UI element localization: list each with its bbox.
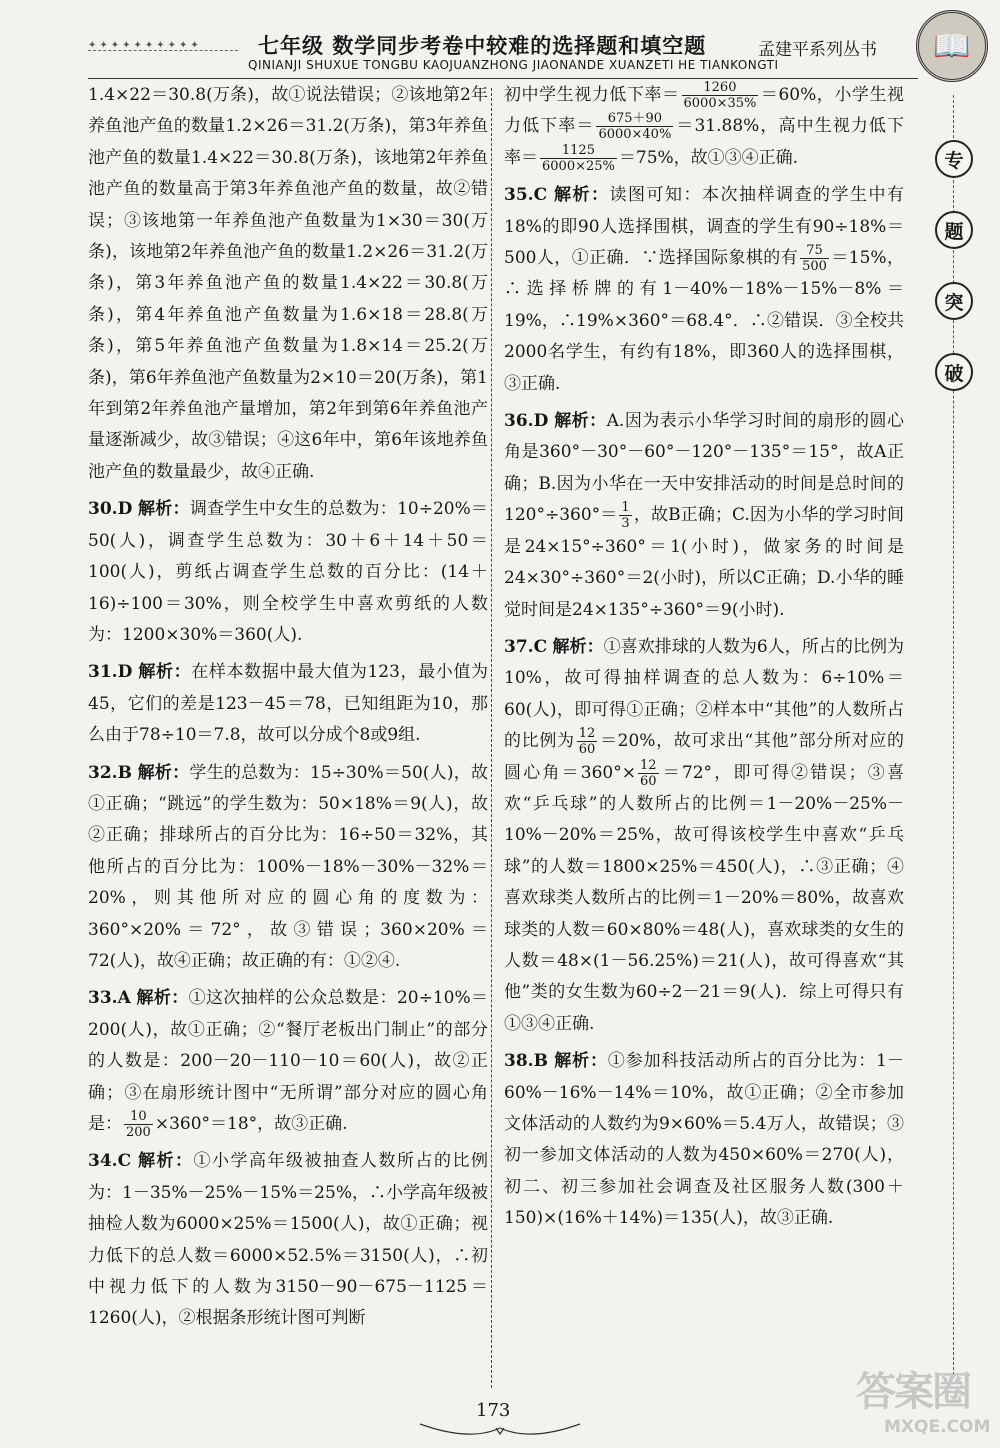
fraction-numerator: 10 [124, 1109, 153, 1125]
side-tab: 题 [935, 211, 973, 249]
fraction-numerator: 1260 [682, 80, 759, 96]
question-number: 35.C [504, 185, 548, 206]
header-decoration: ✦✦✦✦✦✦✦✦✦✦ [88, 40, 202, 51]
question-number: 34.C [88, 1151, 132, 1172]
fraction [619, 500, 631, 531]
analysis-text: 在样本数据中最大值为123，最小值为45，它们的差是123－45＝78，已知组距为10，那么由于78÷10＝7.8，故可以分成个8或9组. [88, 662, 489, 746]
fraction-numerator: 675＋90 [596, 111, 673, 127]
answer-29-continued: 1.4×22＝30.8(万条)，故①说法错误；②该地第2年养鱼池产鱼的数量1.2×26＝31.2(万条)，第3年养鱼池产鱼的数量1.4×22＝30.8(万条)，该地第2年养鱼池产鱼的数量高于第3年养鱼池产鱼的数量，故②错误；③该地第一年养鱼池产鱼数量为1×30＝30(万条)，该地第2年养鱼池产鱼的数量1.2×26＝31.2(万条)，第3年养鱼池产鱼的数量1.4×22＝30.8(万条)，第4年养鱼池产鱼数量为1.6×18＝28.8(万条)，第5年养鱼池产鱼数量为1.8×14＝25.2(万条)，第6年养鱼池产鱼数量为2×10＝20(万条)，第1年到第2年养鱼池产量增加，第2年到第6年养鱼池产量逐渐减少，故③错误；④这6年中，第6年该地养鱼池产鱼的数量最少，故④正确. [88, 85, 488, 482]
question-number: 33.A [88, 988, 131, 1009]
answer-34-continued [504, 80, 904, 174]
answer-34 [88, 1146, 488, 1334]
fraction-numerator: 12 [578, 726, 596, 742]
right-column [504, 80, 904, 1241]
side-tab: 突 [935, 282, 973, 320]
analysis-label: 解析： [552, 636, 604, 657]
analysis-text: ＝20%，故可求出“其他”部分所对应的圆心角＝360°× [504, 731, 905, 783]
watermark-logo: 答案圈 MXQE.COM [856, 1369, 991, 1437]
fraction [596, 111, 673, 142]
answer-33 [88, 983, 488, 1140]
analysis-text: ＝75%，故①③④正确. [618, 147, 799, 168]
book-title: 七年级 数学同步考卷中较难的选择题和填空题 [258, 33, 707, 58]
analysis-label: 解析： [137, 762, 190, 783]
column-divider [491, 88, 492, 1388]
answer-31 [88, 657, 488, 751]
header-divider [88, 78, 918, 79]
analysis-text: ①参加科技活动所占的百分比为：1－60%－16%－14%＝10%，故①正确；②全市参加文体活动的人数约为9×60%＝5.4万人，故错误；③初一参加文体活动的人数为450×60%＝270(人)，初二、初三参加社会调查及社区服务人数(300＋150)×(16%＋14%)＝135(人)，故③正确. [504, 1051, 904, 1229]
question-number: 37.C [504, 636, 548, 657]
answer-38 [504, 1046, 904, 1234]
analysis-text: 初中学生视力低下率＝ [504, 85, 680, 105]
answer-37 [504, 632, 904, 1040]
series-name: 孟建平系列丛书 [758, 40, 877, 60]
fraction-numerator: 75 [800, 243, 829, 259]
fraction [800, 243, 829, 274]
fraction [682, 80, 759, 111]
left-column [88, 80, 488, 1341]
fraction-denominator: 6000×40% [598, 127, 672, 143]
fraction [124, 1109, 153, 1140]
analysis-label: 解析： [136, 988, 189, 1009]
analysis-label: 解析： [554, 1051, 608, 1072]
analysis-text: ①小学高年级被抽查人数所占的比例为：1－35%－25%－15%＝25%，∴小学高年级被抽检人数为6000×25%＝1500(人)，故①正确；视力低下的总人数＝6000×52.5%＝3150(人)，∴初中视力低下的人数为3150－90－675－1125＝1260(人)，②根据条形统计图可判断 [88, 1151, 489, 1329]
side-tabs [934, 140, 974, 424]
fraction [577, 726, 598, 757]
fraction-numerator: 1 [621, 500, 630, 516]
publisher-logo-icon: 📖 [916, 10, 988, 82]
book-title-pinyin: QINIANJI SHUXUE TONGBU KAOJUANZHONG JIAONANDE XUANZETI HE TIANKONGTI [248, 58, 779, 72]
fraction-denominator: 6000×25% [542, 158, 615, 174]
analysis-text: ＝15%，∴选择桥牌的有1－40%－18%－15%－8%＝19%，∴19%×360°＝68.4°．∴②错误．③全校共2000名学生，有约有18%，即360人的选择围棋，③正确. [504, 248, 904, 394]
answer-30 [88, 494, 488, 651]
fraction [638, 758, 659, 789]
analysis-label: 解析： [554, 185, 610, 206]
fraction-denominator: 60 [578, 742, 596, 758]
analysis-text: 学生的总数为：15÷30%＝50(人)，故①正确；“跳远”的学生数为：50×18%＝9(人)，故②正确；排球所占的百分比为：16÷50＝32%，其他所占的百分比为：100%－18%－30%－32%＝20%，则其他所对应的圆心角的度数为：360°×20%＝72°，故③错误；360×20%＝72(人)，故④正确；故正确的有：①②④. [88, 762, 489, 971]
question-number: 32.B [88, 762, 132, 783]
fraction-denominator: 3 [621, 516, 630, 532]
analysis-text: ＝72°，即可得②错误；③喜欢“乒乓球”的人数所占的比例＝1－20%－25%－10%－20%＝25%，故可得该校学生中喜欢“乒乓球”的人数＝1800×25%＝450(人)，∴③正确；④喜欢球类人数所占的比例＝1－20%＝80%，故喜欢球类的人数＝60×80%＝48(人)，喜欢球类的女生的人数＝48×(1－56.25%)＝21(人)，故可得喜欢“其他”类的女生数为60÷2－21＝9(人)．综上可得只有①③④正确. [504, 762, 904, 1034]
header-rule [88, 50, 238, 51]
analysis-text: ①这次抽样的公众总数是：20÷10%＝200(人)，故①正确；②“餐厅老板出门制止”的部分的人数是：200－20－110－10＝60(人)，故②正确；③在扇形统计图中“无所谓”部分对应的圆心角是： [88, 988, 489, 1134]
analysis-text: 读图可知：本次抽样调查的学生中有18%的即90人选择围棋，调查的学生有90÷18%＝500人，①正确．∵选择国际象棋的有 [504, 185, 905, 269]
fraction-denominator: 60 [639, 773, 657, 789]
question-number: 36.D [504, 411, 549, 432]
answer-32 [88, 758, 488, 978]
analysis-label: 解析： [554, 411, 607, 432]
analysis-text: ＝31.88%，高中生视力低下率＝ [504, 116, 904, 168]
question-number: 31.D [88, 662, 133, 683]
fraction-numerator: 1125 [540, 143, 617, 159]
analysis-text: ×360°＝18°，故③正确. [154, 1114, 348, 1134]
side-tab: 破 [935, 353, 973, 391]
side-tab: 专 [935, 140, 973, 178]
answer-36 [504, 406, 904, 626]
fraction-numerator: 12 [639, 757, 657, 773]
fraction-denominator: 200 [126, 1125, 151, 1140]
page-number-ornament-icon [410, 1420, 590, 1440]
fraction [540, 143, 617, 174]
page-number: 173 [476, 1400, 511, 1421]
question-number: 30.D [88, 499, 133, 520]
analysis-label: 解析： [138, 662, 192, 683]
analysis-label: 解析： [138, 1151, 194, 1172]
analysis-label: 解析： [138, 499, 190, 520]
analysis-text: ，故B正确；C.因为小华的学习时间是24×15°÷360°＝1(小时)，做家务的时间是24×30°÷360°＝2(小时)，所以C正确；D.小华的睡觉时间是24×135°÷360°＝9(小时). [504, 505, 904, 620]
analysis-text: 调查学生中女生的总数为：10÷20%＝50(人)，调查学生总数为：30＋6＋14＋50＝100(人)，剪纸占调查学生总数的百分比：(14＋16)÷100＝30%，则全校学生中喜欢剪纸的人数为：1200×30%＝360(人). [88, 499, 489, 645]
analysis-text: ＝60%，小学生视力低下率＝ [504, 85, 905, 137]
question-number: 38.B [504, 1051, 548, 1072]
fraction-denominator: 6000×35% [683, 96, 757, 111]
analysis-text: A.因为表示小华学习时间的扇形的圆心角是360°－30°－60°－120°－135°＝15°，故A正确；B.因为小华在一天中安排活动的时间是总时间的120°÷360°＝ [504, 411, 904, 526]
answer-35 [504, 180, 904, 400]
fraction-denominator: 500 [802, 259, 827, 275]
analysis-text: ①喜欢排球的人数为6人，所占的比例为10%，故可得抽样调查的总人数为：6÷10%＝60(人)，即可得①正确；②样本中“其他”的人数所占的比例为 [504, 636, 904, 752]
